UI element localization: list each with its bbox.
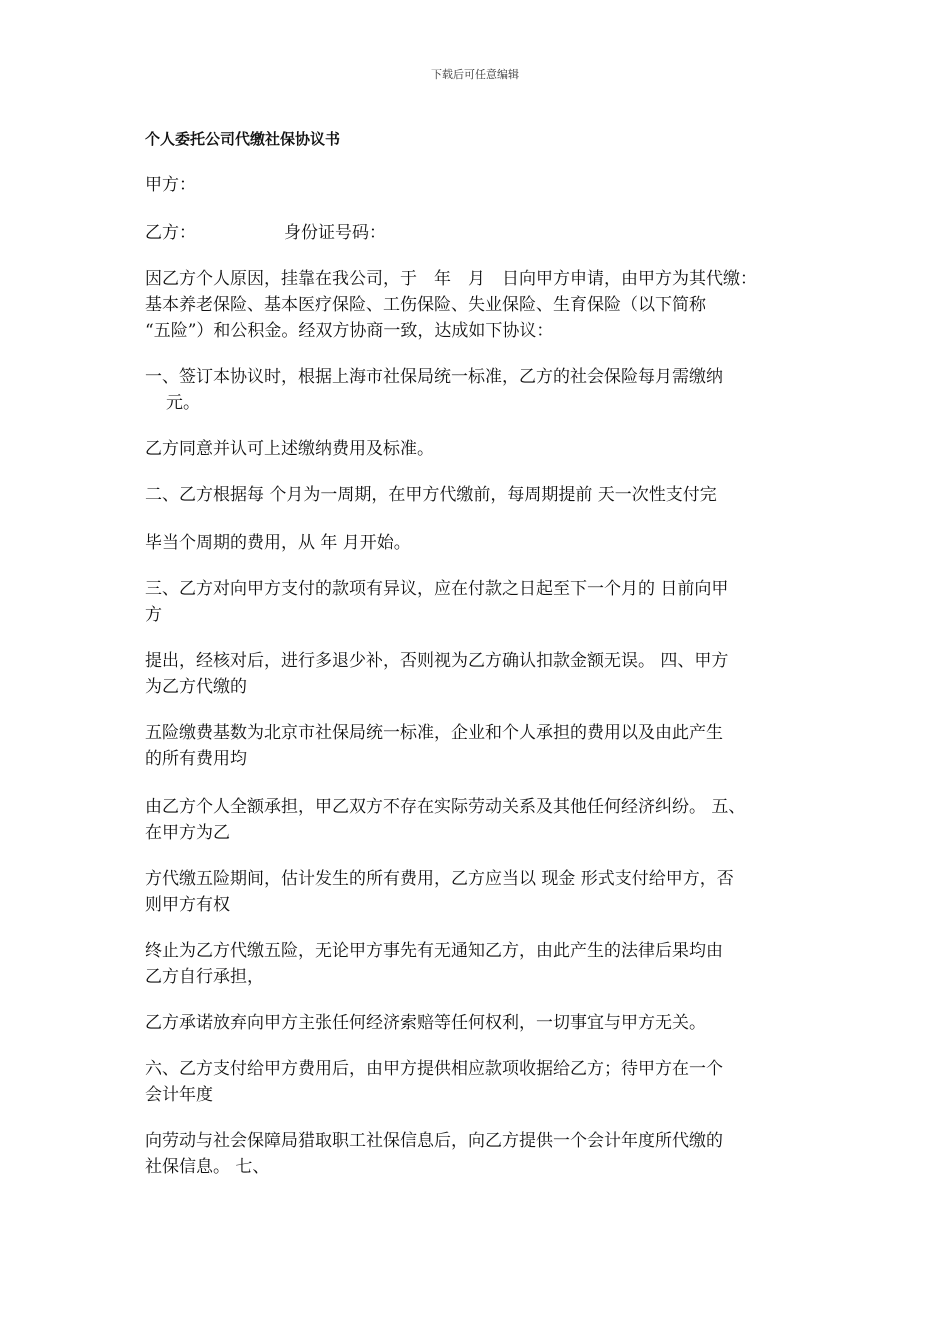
paragraph-line: 五险缴费基数为北京市社保局统一标准，企业和个人承担的费用以及由此产生 <box>145 723 723 743</box>
party-b-line <box>145 220 810 246</box>
paragraph-line: 在甲方为乙 <box>145 823 230 843</box>
paragraph-line: 由乙方个人全额承担，甲乙双方不存在实际劳动关系及其他任何经济纠纷。 五、 <box>145 797 746 817</box>
paragraph-line: 元。 <box>166 393 200 413</box>
paragraph-h <box>145 1128 810 1180</box>
paragraph-line: 六、乙方支付给甲方费用后，由甲方提供相应款项收据给乙方；待甲方在一个 <box>145 1059 723 1079</box>
paragraph-line: 为乙方代缴的 <box>145 677 247 697</box>
paragraph-a <box>145 648 810 700</box>
document-title: 个人委托公司代缴社保协议书 <box>145 130 341 148</box>
clause-2-line-1: 二、乙方根据每 个月为一周期，在甲方代缴前，每周期提前 天一次性支付完 <box>145 485 717 505</box>
paragraph-line: 的所有费用均 <box>145 749 247 769</box>
clause-1 <box>145 364 810 416</box>
clause-1-agree: 乙方同意并认可上述缴纳费用及标准。 <box>145 439 434 459</box>
paragraph-line: 基本养老保险、基本医疗保险、工伤保险、失业保险、生育保险（以下简称 <box>145 295 706 315</box>
paragraph-f: 乙方承诺放弃向甲方主张任何经济索赔等任何权利，一切事宜与甲方无关。 <box>145 1013 706 1033</box>
paragraph-line: “五险”）和公积金。经双方协商一致，达成如下协议： <box>145 321 554 341</box>
paragraph-line: 终止为乙方代缴五险，无论甲方事先有无通知乙方，由此产生的法律后果均由 <box>145 941 723 961</box>
paragraph-line: 会计年度 <box>145 1085 213 1105</box>
paragraph-e <box>145 938 810 990</box>
party-a-line <box>145 172 810 198</box>
party-a-label: 甲方： <box>145 175 196 195</box>
intro-paragraph <box>145 266 810 344</box>
paragraph-line: 乙方自行承担， <box>145 967 264 987</box>
paragraph-c <box>145 794 810 846</box>
paragraph-line: 社保信息。 七、 <box>145 1157 270 1177</box>
paragraph-line: 方 <box>145 605 162 625</box>
paragraph-line: 向劳动与社会保障局猎取职工社保信息后，向乙方提供一个会计年度所代缴的 <box>145 1131 723 1151</box>
paragraph-line: 三、乙方对向甲方支付的款项有异议，应在付款之日起至下一个月的 日前向甲 <box>145 579 729 599</box>
paragraph-g <box>145 1056 810 1108</box>
paragraph-b <box>145 720 810 772</box>
paragraph-line: 因乙方个人原因，挂靠在我公司，于 年 月 日向甲方申请，由甲方为其代缴： <box>145 269 757 289</box>
paragraph-d <box>145 866 810 918</box>
party-b-label: 乙方： <box>145 223 196 243</box>
header-note: 下载后可任意编辑 <box>431 68 519 81</box>
clause-3 <box>145 576 810 628</box>
clause-2-line-2: 毕当个周期的费用，从 年 月开始。 <box>145 533 411 553</box>
paragraph-line: 一、签订本协议时，根据上海市社保局统一标准，乙方的社会保险每月需缴纳 <box>145 367 723 387</box>
paragraph-line: 提出，经核对后，进行多退少补，否则视为乙方确认扣款金额无误。 四、甲方 <box>145 651 729 671</box>
paragraph-line: 方代缴五险期间，估计发生的所有费用，乙方应当以 现金 形式支付给甲方，否 <box>145 869 734 889</box>
paragraph-line: 则甲方有权 <box>145 895 230 915</box>
id-number-label: 身份证号码： <box>284 223 386 243</box>
